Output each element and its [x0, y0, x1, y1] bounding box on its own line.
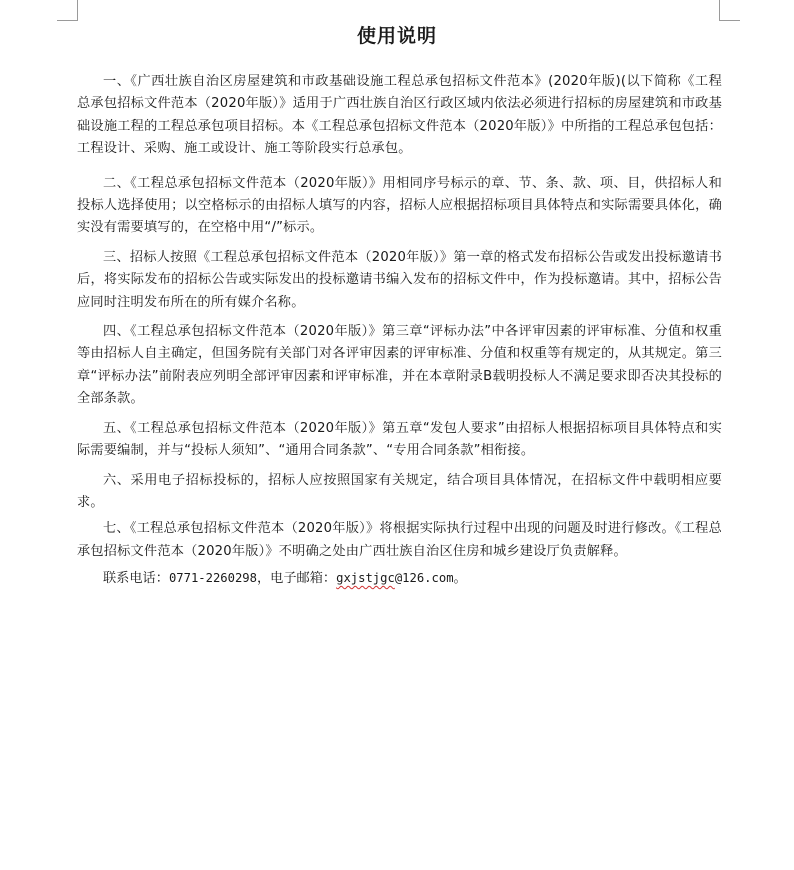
paragraph-6: 六、采用电子招标投标的，招标人应按照国家有关规定，结合项目具体情况，在招标文件中载明相应要求。: [77, 472, 722, 510]
paragraph-1: 一、《广西壮族自治区房屋建筑和市政基础设施工程总承包招标文件范本》(2020年版)(以下简称《工程总承包招标文件范本（2020年版）》适用于广西壮族自治区行政区域内依法必须进行招标的房屋建筑和市政基础设施工程的工程总承包项目招标。本《工程总承包招标文件范本（2020年版）》中所指的工程总承包包括：工程设计、采购、施工或设计、施工等阶段实行总承包。: [77, 74, 722, 157]
page-title: 使用说明: [356, 25, 437, 47]
email-user: gxjstjgc: [336, 571, 395, 586]
document-body: [77, 71, 722, 590]
paragraph-3: 三、招标人按照《工程总承包招标文件范本（2020年版）》第一章的格式发布招标公告或发出投标邀请书后，将实际发布的招标公告或实际发出的投标邀请书编入发布的招标文件中，作为投标邀请。其中，招标公告应同时注明发布所在的所有媒介名称。: [77, 249, 722, 310]
email-domain: @126.com: [394, 571, 454, 586]
phone-number: 0771-2260298: [168, 571, 257, 586]
crop-mark-top-right: [719, 0, 740, 21]
paragraph-7: 七、《工程总承包招标文件范本（2020年版）》将根据实际执行过程中出现的问题及时进行修改。《工程总承包招标文件范本（2020年版）》不明确之处由广西壮族自治区住房和城乡建设厅负责解释。: [77, 521, 722, 559]
contact-end: 。: [453, 571, 467, 587]
paragraph-4: 四、《工程总承包招标文件范本（2020年版）》第三章“评标办法”中各评审因素的评审标准、分值和权重等由招标人自主确定，但国务院有关部门对各评审因素的评审标准、分值和权重等有规定的，从其规定。第三章“评标办法”前附表应列明全部评审因素和评审标准，并在本章附录B载明投标人不满足要求即否决其投标的全部条款。: [77, 324, 722, 407]
crop-mark-top-left: [57, 0, 78, 21]
paragraph-2: 二、《工程总承包招标文件范本（2020年版）》用相同序号标示的章、节、条、款、项、目，供招标人和投标人选择使用；以空格标示的由招标人填写的内容，招标人应根据招标项目具体特点和实际需要具体化，确实没有需要填写的，在空格中用“/”标示。: [77, 175, 722, 236]
email-label: ，电子邮箱：: [257, 571, 337, 587]
phone-label: 联系电话：: [103, 571, 169, 587]
paragraph-5: 五、《工程总承包招标文件范本（2020年版）》第五章“发包人要求”由招标人根据招标项目具体特点和实际需要编制，并与“投标人须知”、“通用合同条款”、“专用合同条款”相衔接。: [77, 420, 722, 459]
contact-line: [77, 567, 722, 590]
